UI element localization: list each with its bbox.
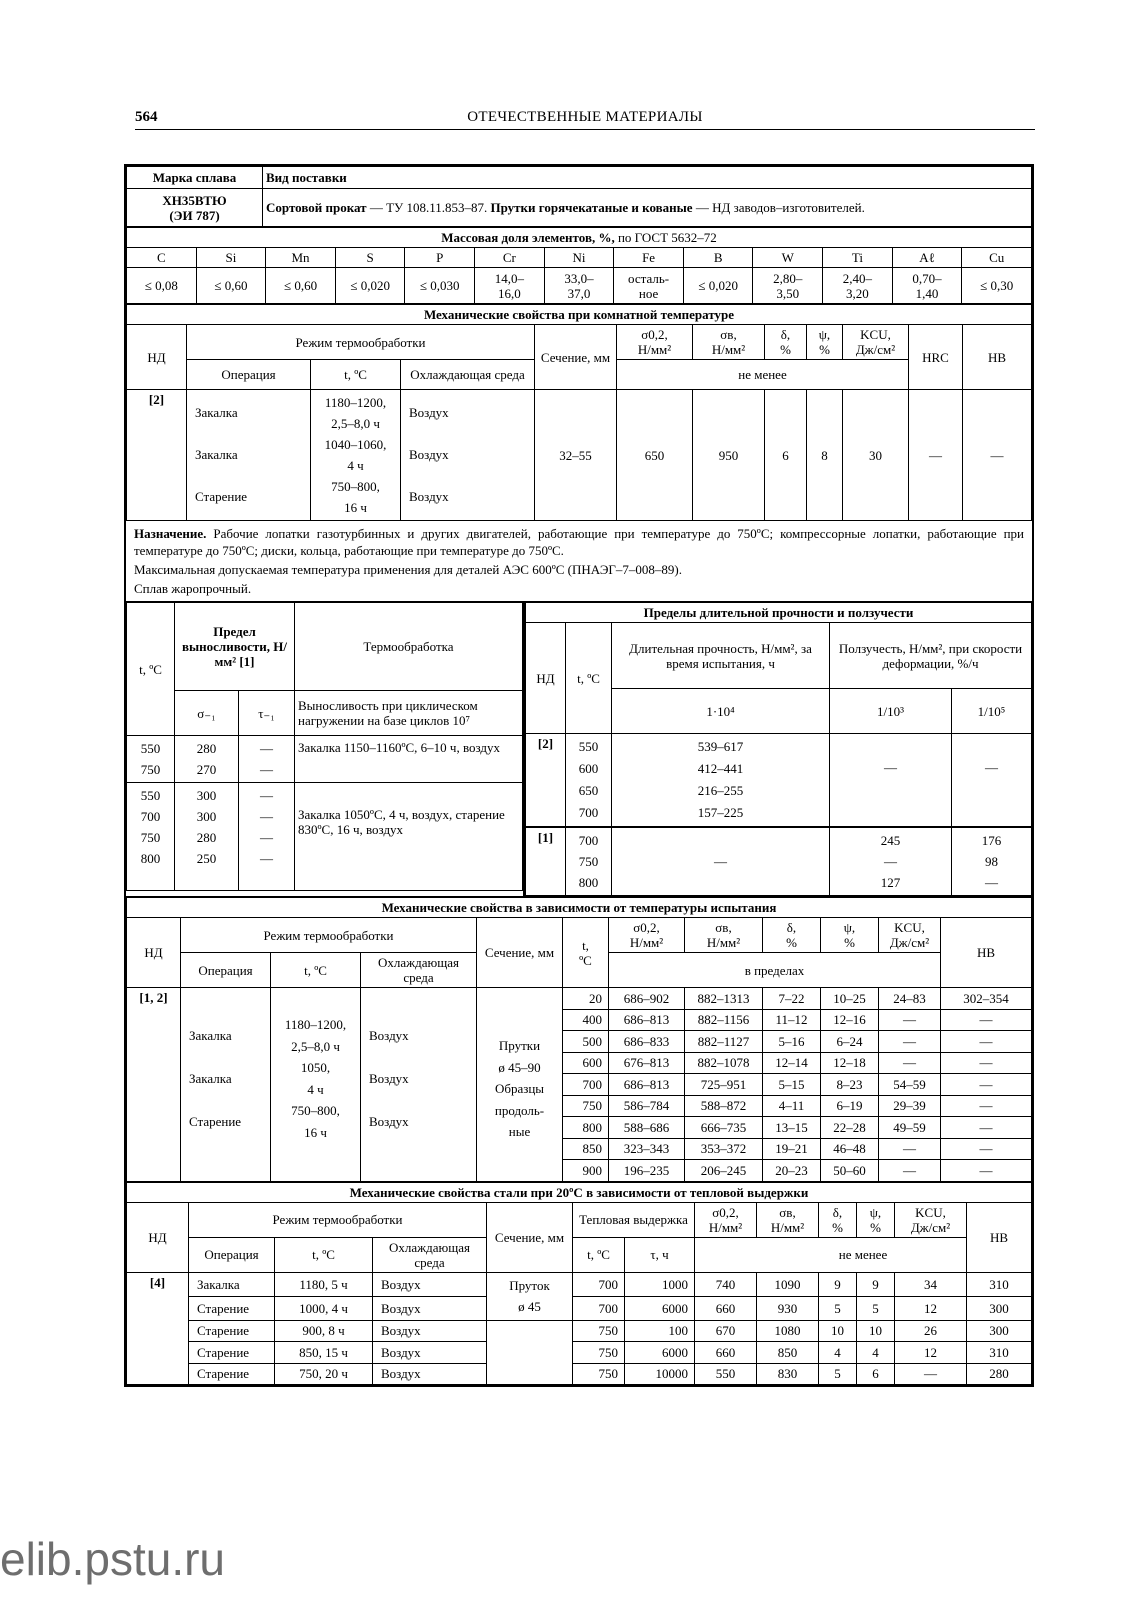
fatigue-section — [126, 602, 525, 896]
cell: — — [879, 1052, 941, 1074]
cell: 1090 — [757, 1272, 819, 1296]
element-value-10: 2,40– 3,20 — [823, 268, 893, 304]
table-row — [127, 1296, 1032, 1320]
cell: 10 — [857, 1320, 895, 1342]
cell: Воздух — [373, 1342, 487, 1364]
cell: 882–1127 — [685, 1031, 763, 1053]
col-nd: НД — [127, 918, 181, 988]
cell: 12 — [895, 1296, 967, 1320]
cell: 5–16 — [763, 1031, 821, 1053]
cell: 850, 15 ч — [275, 1342, 373, 1364]
cell: 6 — [857, 1363, 895, 1385]
cell: 930 — [757, 1296, 819, 1320]
cell: 29–39 — [879, 1095, 941, 1117]
cell: 1180, 5 ч — [275, 1272, 373, 1296]
cell: 750 — [573, 1342, 625, 1364]
section-value: 32–55 — [535, 390, 617, 521]
supply-label: Вид поставки — [263, 167, 1032, 189]
alloy-datasheet — [124, 164, 1034, 1387]
element-value-12: ≤ 0,30 — [962, 268, 1032, 304]
col-temp: t, ºC — [271, 953, 361, 988]
cell: 5–15 — [763, 1074, 821, 1096]
col-nd: НД — [526, 623, 566, 734]
page-number: 564 — [135, 109, 158, 125]
grade-label: Марка сплава — [127, 167, 263, 189]
cell: Воздух — [373, 1296, 487, 1320]
col-operation: Операция — [187, 360, 311, 390]
element-value-2: ≤ 0,60 — [266, 268, 336, 304]
col-hb: HB — [941, 918, 1032, 988]
g2-t: 700 750 800 — [566, 827, 612, 896]
col-cooling: Охлаждающая среда — [361, 953, 477, 988]
cell: 670 — [695, 1320, 757, 1342]
cell: 6–19 — [821, 1095, 879, 1117]
col-hold-time: τ, ч — [625, 1237, 695, 1272]
g1-cr2: — — [952, 734, 1032, 828]
element-5: Cr — [475, 248, 545, 268]
cell: 6000 — [625, 1342, 695, 1364]
psi-value: 8 — [807, 390, 843, 521]
watermark: elib.pstu.ru — [0, 1533, 226, 1585]
col-cr-rate-2: 1/10⁵ — [952, 689, 1032, 734]
col-nd: НД — [127, 1202, 189, 1272]
col-s02: σ0,2, Н/мм² — [617, 325, 693, 360]
cell: 6000 — [625, 1296, 695, 1320]
cell: — — [941, 1117, 1032, 1139]
element-8: B — [683, 248, 753, 268]
not-less-label: не менее — [695, 1237, 1032, 1272]
g1-t: 550 600 650 700 — [566, 734, 612, 828]
col-psi: ψ, % — [821, 918, 879, 953]
cell: 11–12 — [763, 1009, 821, 1031]
cell: — — [941, 1052, 1032, 1074]
cell: — — [941, 1074, 1032, 1096]
cell: 686–813 — [609, 1074, 685, 1096]
cell: 750, 20 ч — [275, 1363, 373, 1385]
creep-section — [525, 602, 1032, 896]
col-endurance-limit: Предел выносливости, Н/мм² [1] — [175, 603, 295, 691]
table-row — [127, 1363, 1032, 1385]
supply-text: Сортовой прокат — ТУ 108.11.853–87. Прутки горячекатаные и кованые — НД заводов–изготовителей. — [263, 189, 1032, 227]
col-t: t, ºC — [127, 603, 175, 736]
cell: Старение — [189, 1320, 275, 1342]
cell: Воздух — [373, 1363, 487, 1385]
element-4: P — [405, 248, 475, 268]
cell: 750 — [573, 1363, 625, 1385]
cell: — — [941, 1031, 1032, 1053]
cell: 830 — [757, 1363, 819, 1385]
table-row — [127, 1342, 1032, 1364]
cell: 323–343 — [609, 1138, 685, 1160]
col-d: δ, % — [819, 1202, 857, 1237]
cell: — — [879, 1009, 941, 1031]
cell: 4 — [819, 1342, 857, 1364]
cell: — — [941, 1095, 1032, 1117]
col-mode: Режим термообработки — [187, 325, 535, 360]
cell: 8–23 — [821, 1074, 879, 1096]
g1-heat-treatment: Закалка 1150–1160ºС, 6–10 ч, воздух — [295, 736, 523, 783]
element-0: C — [127, 248, 197, 268]
mech-hold-title: Механические свойства стали при 20ºС в зависимости от тепловой выдержки — [127, 1182, 1032, 1202]
col-heat-treatment: Термообработка — [295, 603, 523, 691]
composition-table — [126, 227, 1032, 304]
cell: 19–21 — [763, 1138, 821, 1160]
col-sv: σв, Н/мм² — [685, 918, 763, 953]
g2-nd: [1] — [526, 827, 566, 896]
grade-name: ХН35ВТЮ (ЭИ 787) — [127, 189, 263, 227]
cooling-media: Воздух Воздух Воздух — [361, 988, 477, 1182]
cell: 10000 — [625, 1363, 695, 1385]
not-less-label: не менее — [617, 360, 909, 390]
fatigue-table — [126, 602, 523, 891]
col-cooling: Охлаждающая среда — [401, 360, 535, 390]
cell: 850 — [757, 1342, 819, 1364]
range-label: в пределах — [609, 953, 941, 988]
fatigue-creep-block — [126, 602, 1032, 897]
cell: 353–372 — [685, 1138, 763, 1160]
cell: Старение — [189, 1296, 275, 1320]
element-value-9: 2,80– 3,50 — [753, 268, 823, 304]
cell: 686–833 — [609, 1031, 685, 1053]
operations: Закалка Закалка Старение — [187, 390, 311, 521]
cell: 7–22 — [763, 988, 821, 1010]
hb-value: — — [963, 390, 1032, 521]
cell: 49–59 — [879, 1117, 941, 1139]
cell: 588–686 — [609, 1117, 685, 1139]
cell: 700 — [563, 1074, 609, 1096]
cell: 850 — [563, 1138, 609, 1160]
purpose-block: Назначение. Рабочие лопатки газотурбинных и других двигателей, работающие при температуре до 750ºС; компрессорные лопатки, работающие при температуре до 750ºС; диски, кольца, работающие при температуре до 750ºС. Максимальная допускаемая температура применения для деталей АЭС 600ºС (ПНАЭГ–7–008–89). Сплав жаропрочный. — [126, 521, 1032, 602]
cell: 700 — [573, 1296, 625, 1320]
cell: — — [895, 1363, 967, 1385]
grade-table — [126, 166, 1032, 227]
element-value-11: 0,70– 1,40 — [892, 268, 962, 304]
element-7: Fe — [614, 248, 684, 268]
element-3: S — [335, 248, 405, 268]
element-value-6: 33,0– 37,0 — [544, 268, 614, 304]
cell: 12–16 — [821, 1009, 879, 1031]
col-d: δ, % — [765, 325, 807, 360]
col-operation: Операция — [189, 1237, 275, 1272]
col-cooling: Охлаждающая среда — [373, 1237, 487, 1272]
cell: — — [941, 1160, 1032, 1182]
cell: 12–18 — [821, 1052, 879, 1074]
cell: Воздух — [373, 1320, 487, 1342]
col-t: t, ºC — [566, 623, 612, 734]
mech-temp-table — [126, 897, 1032, 1182]
cell: 740 — [695, 1272, 757, 1296]
cell: 12–14 — [763, 1052, 821, 1074]
col-kcu: KCU, Дж/см² — [843, 325, 909, 360]
element-value-7: осталь- ное — [614, 268, 684, 304]
cell: 46–48 — [821, 1138, 879, 1160]
cell: 12 — [895, 1342, 967, 1364]
cell: 10 — [819, 1320, 857, 1342]
cell: 4 — [857, 1342, 895, 1364]
g2-t: 550 700 750 800 — [127, 783, 175, 891]
composition-title: Массовая доля элементов, %, по ГОСТ 5632–72 — [127, 228, 1032, 248]
nd-ref: [1, 2] — [127, 988, 181, 1182]
col-section: Сечение, мм — [487, 1202, 573, 1272]
cell: — — [941, 1009, 1032, 1031]
col-operation: Операция — [181, 953, 271, 988]
cell: 5 — [819, 1363, 857, 1385]
col-psi: ψ, % — [857, 1202, 895, 1237]
col-sv: σв, Н/мм² — [693, 325, 765, 360]
cell: 900 — [563, 1160, 609, 1182]
cell: 5 — [857, 1296, 895, 1320]
cell: 750 — [573, 1320, 625, 1342]
col-s02: σ0,2, Н/мм² — [695, 1202, 757, 1237]
mech-room-table — [126, 304, 1032, 521]
cell: 300 — [967, 1296, 1032, 1320]
g2-cr2: 176 98 — — [952, 827, 1032, 896]
cell: 700 — [573, 1272, 625, 1296]
g1-tau: — — — [239, 736, 295, 783]
section-empty — [487, 1320, 573, 1385]
col-hrc: HRC — [909, 325, 963, 390]
element-value-3: ≤ 0,020 — [335, 268, 405, 304]
cell: 206–245 — [685, 1160, 763, 1182]
cell: 280 — [967, 1363, 1032, 1385]
col-temp: t, ºC — [275, 1237, 373, 1272]
col-nd: НД — [127, 325, 187, 390]
cell: 310 — [967, 1272, 1032, 1296]
col-endurance: Выносливость при циклическом нагружении на базе циклов 10⁷ — [295, 691, 523, 736]
cell: 660 — [695, 1296, 757, 1320]
cell: 586–784 — [609, 1095, 685, 1117]
cell: — — [941, 1138, 1032, 1160]
cell: 9 — [819, 1272, 857, 1296]
col-lt-time: 1·10⁴ — [612, 689, 830, 734]
creep-title: Пределы длительной прочности и ползучести — [526, 603, 1032, 623]
cell: 26 — [895, 1320, 967, 1342]
cell: Старение — [189, 1363, 275, 1385]
cell: 9 — [857, 1272, 895, 1296]
cell: 676–813 — [609, 1052, 685, 1074]
g2-heat-treatment: Закалка 1050ºС, 4 ч, воздух, старение 830ºС, 16 ч, воздух — [295, 783, 523, 891]
g1-lt: 539–617 412–441 216–255 157–225 — [612, 734, 830, 828]
temperatures: 1180–1200, 2,5–8,0 ч 1040–1060, 4 ч 750–800, 16 ч — [311, 390, 401, 521]
col-sv: σв, Н/мм² — [757, 1202, 819, 1237]
cell: 882–1156 — [685, 1009, 763, 1031]
cooling-media: Воздух Воздух Воздух — [401, 390, 535, 521]
cell: 20 — [563, 988, 609, 1010]
element-value-8: ≤ 0,020 — [683, 268, 753, 304]
cell: 725–951 — [685, 1074, 763, 1096]
g2-s: 300 300 280 250 — [175, 783, 239, 891]
element-11: Aℓ — [892, 248, 962, 268]
cell: Воздух — [373, 1272, 487, 1296]
g2-lt: — — [612, 827, 830, 896]
mech-temp-title: Механические свойства в зависимости от температуры испытания — [127, 898, 1032, 918]
g1-t: 550 750 — [127, 736, 175, 783]
cell: 10–25 — [821, 988, 879, 1010]
hrc-value: — — [909, 390, 963, 521]
nd-ref: [4] — [127, 1272, 189, 1385]
col-kcu: KCU, Дж/см² — [879, 918, 941, 953]
cell: 20–23 — [763, 1160, 821, 1182]
cell: 310 — [967, 1342, 1032, 1364]
element-value-0: ≤ 0,08 — [127, 268, 197, 304]
element-1: Si — [196, 248, 266, 268]
col-tau-1: τ₋₁ — [239, 691, 295, 736]
cell: 588–872 — [685, 1095, 763, 1117]
cell: 666–735 — [685, 1117, 763, 1139]
element-9: W — [753, 248, 823, 268]
table-row — [127, 1320, 1032, 1342]
col-long-term: Длительная прочность, Н/мм², за время испытания, ч — [612, 623, 830, 689]
col-cr-rate-1: 1/10³ — [830, 689, 952, 734]
section-value: Пруток ø 45 — [487, 1272, 573, 1320]
cell: 54–59 — [879, 1074, 941, 1096]
col-section: Сечение, мм — [477, 918, 563, 988]
cell: — — [879, 1031, 941, 1053]
cell: — — [879, 1160, 941, 1182]
col-temp: t, ºC — [311, 360, 401, 390]
cell: 4–11 — [763, 1095, 821, 1117]
g1-s: 280 270 — [175, 736, 239, 783]
s02-value: 650 — [617, 390, 693, 521]
table-row — [127, 988, 1032, 1010]
element-12: Cu — [962, 248, 1032, 268]
cell: 302–354 — [941, 988, 1032, 1010]
col-psi: ψ, % — [807, 325, 843, 360]
g2-cr1: 245 — 127 — [830, 827, 952, 896]
running-title: ОТЕЧЕСТВЕННЫЕ МАТЕРИАЛЫ — [467, 109, 703, 125]
cell: 900, 8 ч — [275, 1320, 373, 1342]
cell: Старение — [189, 1342, 275, 1364]
section-value: Прутки ø 45–90 Образцы продоль- ные — [477, 988, 563, 1182]
cell: 1000, 4 ч — [275, 1296, 373, 1320]
g2-tau: — — — — — [239, 783, 295, 891]
d-value: 6 — [765, 390, 807, 521]
mech-hold-table — [126, 1182, 1032, 1386]
col-section: Сечение, мм — [535, 325, 617, 390]
element-value-1: ≤ 0,60 — [196, 268, 266, 304]
col-thermal-hold: Тепловая выдержка — [573, 1202, 695, 1237]
operations: Закалка Закалка Старение — [181, 988, 271, 1182]
col-test-temp: t, ºC — [563, 918, 609, 988]
cell: 800 — [563, 1117, 609, 1139]
cell: 400 — [563, 1009, 609, 1031]
cell: 500 — [563, 1031, 609, 1053]
col-kcu: KCU, Дж/см² — [895, 1202, 967, 1237]
element-value-4: ≤ 0,030 — [405, 268, 475, 304]
cell: 13–15 — [763, 1117, 821, 1139]
cell: 1000 — [625, 1272, 695, 1296]
col-hb: HB — [963, 325, 1032, 390]
col-mode: Режим термообработки — [181, 918, 477, 953]
page-header — [135, 107, 1035, 130]
element-10: Ti — [823, 248, 893, 268]
cell: Закалка — [189, 1272, 275, 1296]
col-mode: Режим термообработки — [189, 1202, 487, 1237]
cell: 24–83 — [879, 988, 941, 1010]
temperatures: 1180–1200, 2,5–8,0 ч 1050, 4 ч 750–800, 16 ч — [271, 988, 361, 1182]
cell: 600 — [563, 1052, 609, 1074]
g1-cr1: — — [830, 734, 952, 828]
nd-ref: [2] — [127, 390, 187, 521]
cell: 196–235 — [609, 1160, 685, 1182]
cell: 550 — [695, 1363, 757, 1385]
cell: 1080 — [757, 1320, 819, 1342]
creep-table — [525, 602, 1032, 896]
cell: 22–28 — [821, 1117, 879, 1139]
cell: 50–60 — [821, 1160, 879, 1182]
kcu-value: 30 — [843, 390, 909, 521]
col-creep: Ползучесть, Н/мм², при скорости деформации, %/ч — [830, 623, 1032, 689]
element-2: Mn — [266, 248, 336, 268]
cell: — — [879, 1138, 941, 1160]
cell: 100 — [625, 1320, 695, 1342]
col-sigma-1: σ₋₁ — [175, 691, 239, 736]
cell: 882–1313 — [685, 988, 763, 1010]
element-value-5: 14,0– 16,0 — [475, 268, 545, 304]
mech-room-title: Механические свойства при комнатной температуре — [127, 305, 1032, 325]
col-hb: HB — [967, 1202, 1032, 1272]
sv-value: 950 — [693, 390, 765, 521]
cell: 686–902 — [609, 988, 685, 1010]
cell: 34 — [895, 1272, 967, 1296]
cell: 6–24 — [821, 1031, 879, 1053]
cell: 750 — [563, 1095, 609, 1117]
table-row — [127, 1272, 1032, 1296]
cell: 882–1078 — [685, 1052, 763, 1074]
cell: 5 — [819, 1296, 857, 1320]
cell: 686–813 — [609, 1009, 685, 1031]
col-d: δ, % — [763, 918, 821, 953]
col-s02: σ0,2, Н/мм² — [609, 918, 685, 953]
cell: 300 — [967, 1320, 1032, 1342]
g1-nd: [2] — [526, 734, 566, 828]
cell: 660 — [695, 1342, 757, 1364]
element-6: Ni — [544, 248, 614, 268]
col-hold-temp: t, ºC — [573, 1237, 625, 1272]
